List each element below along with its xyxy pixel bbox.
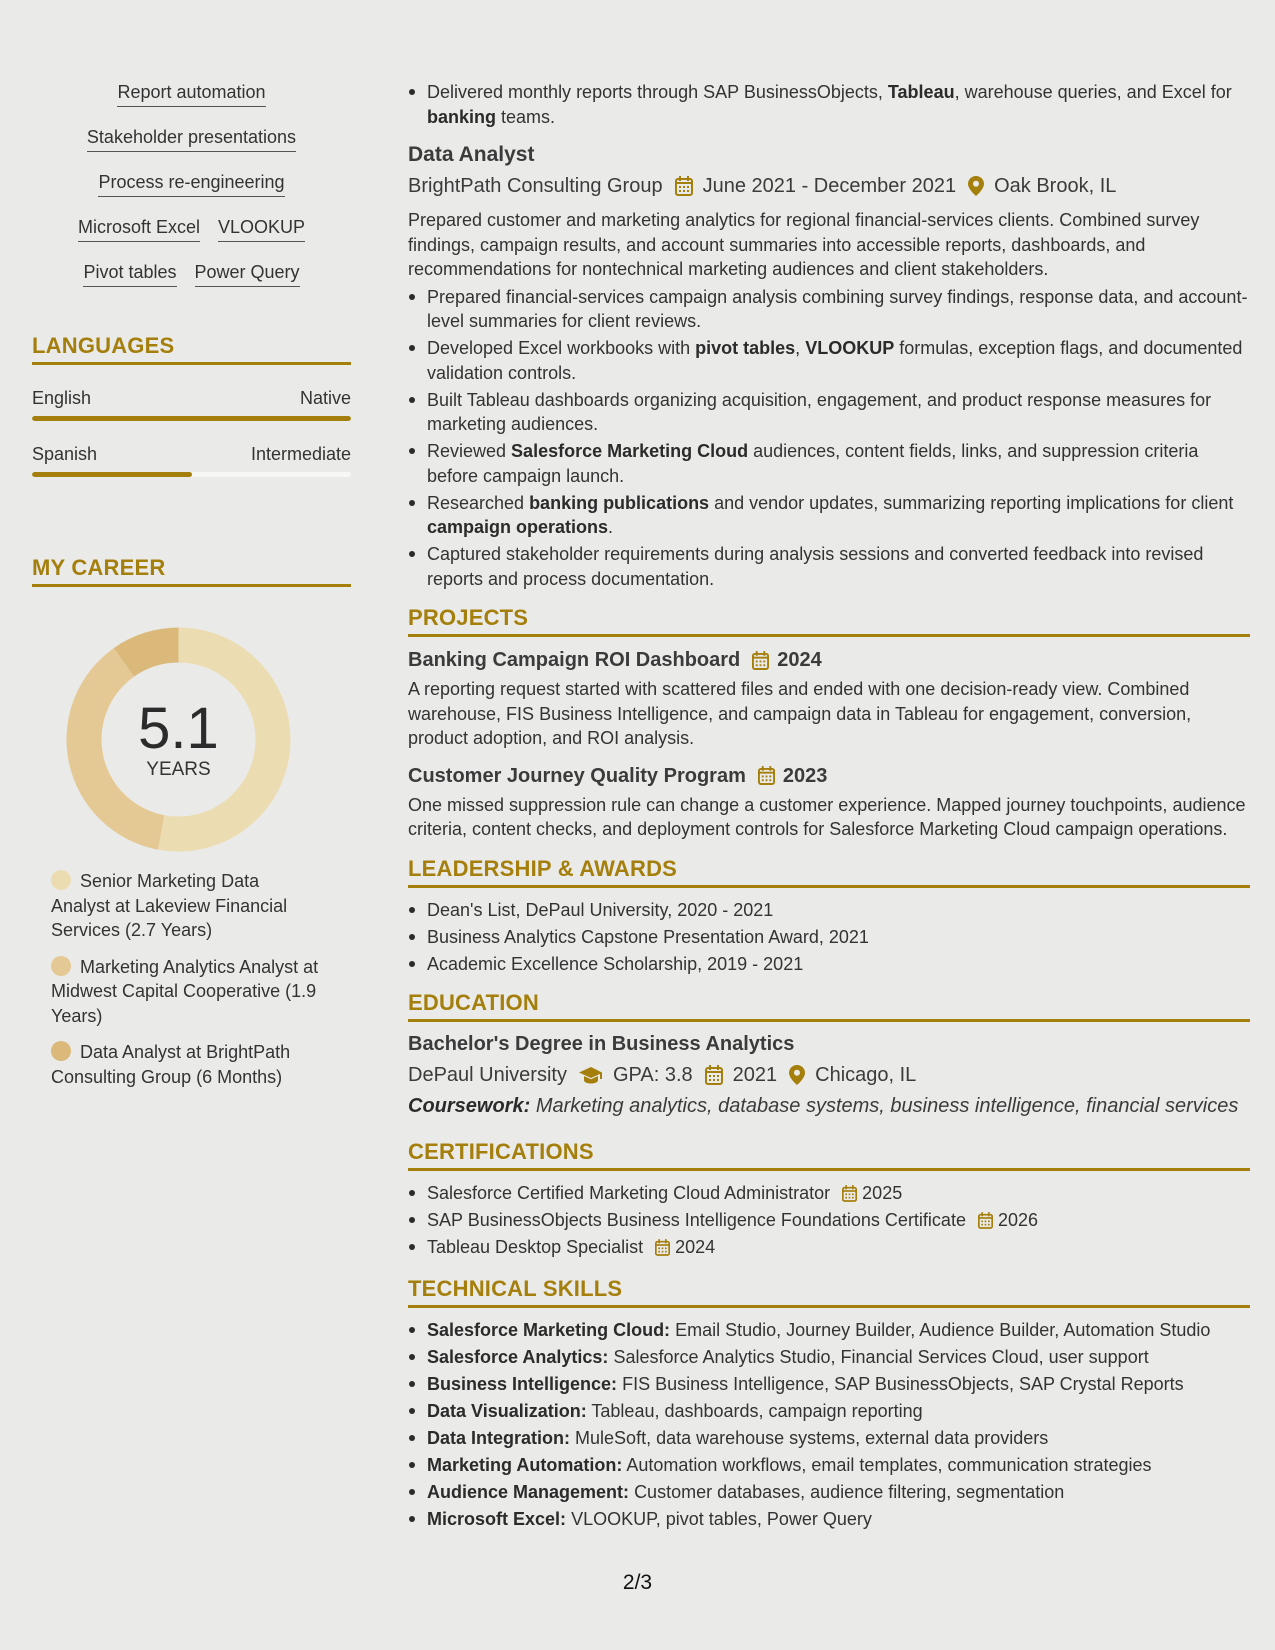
career-legend-label: Senior Marketing Data Analyst at Lakeview Financial Services (2.7 Years) xyxy=(51,871,288,940)
job-bullet: Reviewed Salesforce Marketing Cloud audiences, content fields, links, and suppression criteria before campaign launch. xyxy=(408,439,1250,488)
tag-row xyxy=(117,82,265,107)
language-proficiency-bar xyxy=(32,416,351,421)
skill-label: Business Intelligence: xyxy=(427,1373,618,1394)
language-item xyxy=(32,387,351,421)
award-item: Dean's List, DePaul University, 2020 - 2021 xyxy=(408,898,1250,923)
project-description: A reporting request started with scattered files and ended with one decision-ready view. Combined warehouse, FIS Business Intelligence, and campaign data in Tableau for engagement, conversion, product adoption, and ROI analysis. xyxy=(408,679,1192,748)
certifications-heading: CERTIFICATIONS xyxy=(408,1139,1250,1171)
career-total-years: 5.1 xyxy=(138,696,219,761)
tag-stakeholder-presentations: Stakeholder presentations xyxy=(87,127,296,152)
language-level: Intermediate xyxy=(250,444,351,464)
skill-value: Salesforce Analytics Studio, Financial Services Cloud, user support xyxy=(613,1346,1149,1367)
sidebar xyxy=(32,82,351,1101)
tag-vlookup: VLOOKUP xyxy=(218,217,305,242)
career-legend-item xyxy=(51,869,321,943)
skill-tags xyxy=(32,82,351,307)
skill-label: Microsoft Excel: xyxy=(427,1508,567,1529)
career-legend-item xyxy=(51,1040,321,1089)
legend-dot xyxy=(51,956,71,976)
skill-item xyxy=(408,1507,1250,1532)
career-legend-label: Data Analyst at BrightPath Consulting Group (6 Months) xyxy=(51,1042,291,1087)
certification-name: Salesforce Certified Marketing Cloud Administrator xyxy=(427,1183,831,1203)
skill-value: Tableau, dashboards, campaign reporting xyxy=(591,1400,923,1421)
job-bullet: Delivered monthly reports through SAP BusinessObjects, Tableau, warehouse queries, and Excel for banking teams. xyxy=(408,80,1250,129)
job-title: Data Analyst xyxy=(408,143,535,166)
certification-year: 2024 xyxy=(675,1237,716,1257)
language-proficiency-fill xyxy=(32,472,192,477)
tag-process-re-engineering: Process re-engineering xyxy=(98,172,284,197)
award-item: Business Analytics Capstone Presentation Award, 2021 xyxy=(408,925,1250,950)
certification-year: 2026 xyxy=(997,1210,1039,1230)
job-summary: Prepared customer and marketing analytics for regional financial-services clients. Combined survey findings, campaign results, and account summaries into accessible reports, dashboards, and recommendations for nontechnical marketing audiences and client stakeholders. xyxy=(408,210,1200,279)
skills-heading: TECHNICAL SKILLS xyxy=(408,1276,1250,1308)
skills-list xyxy=(408,1318,1250,1532)
job-bullets xyxy=(408,285,1250,592)
awards-list xyxy=(408,898,1250,977)
certification-name: SAP BusinessObjects Business Intelligence Foundations Certificate xyxy=(427,1210,966,1230)
education-meta xyxy=(408,1062,1250,1088)
legend-dot xyxy=(51,870,71,890)
tag-row xyxy=(87,127,296,152)
language-item xyxy=(32,443,351,477)
skill-label: Data Integration: xyxy=(427,1427,571,1448)
project-name: Customer Journey Quality Program xyxy=(408,764,746,787)
skill-item xyxy=(408,1318,1250,1343)
skills-section xyxy=(408,1276,1250,1532)
skill-item xyxy=(408,1453,1250,1478)
skill-item xyxy=(408,1345,1250,1370)
coursework xyxy=(408,1093,1250,1119)
language-name: English xyxy=(32,388,92,408)
language-proficiency-bar xyxy=(32,472,351,477)
career-donut xyxy=(32,627,351,857)
skill-label: Marketing Automation: xyxy=(427,1454,623,1475)
certification-item xyxy=(408,1208,1250,1233)
job-bullet: Captured stakeholder requirements during analysis sessions and converted feedback into revised reports and process documentation. xyxy=(408,542,1250,591)
tag-report-automation: Report automation xyxy=(117,82,265,107)
project-description: One missed suppression rule can change a customer experience. Mapped journey touchpoints, audience criteria, content checks, and deployment controls for Salesforce Marketing Cloud campaign operations. xyxy=(408,794,1246,839)
project-title xyxy=(408,763,1250,789)
job-meta xyxy=(408,173,1250,199)
education-section xyxy=(408,990,1250,1119)
graduation-cap-icon xyxy=(579,1066,603,1084)
certification-name: Tableau Desktop Specialist xyxy=(427,1237,644,1257)
education-gpa: GPA: 3.8 xyxy=(612,1064,693,1086)
skill-item xyxy=(408,1399,1250,1424)
tag-row xyxy=(83,262,299,287)
job-dates: June 2021 - December 2021 xyxy=(702,175,957,197)
degree-title: Bachelor's Degree in Business Analytics xyxy=(408,1033,795,1055)
skill-value: VLOOKUP, pivot tables, Power Query xyxy=(571,1508,872,1529)
language-name: Spanish xyxy=(32,444,98,464)
tag-power-query: Power Query xyxy=(195,262,300,287)
skill-label: Audience Management: xyxy=(427,1481,630,1502)
awards-heading: LEADERSHIP & AWARDS xyxy=(408,856,1250,888)
job-bullet: Prepared financial-services campaign analysis combining survey findings, response data, and account-level summaries for client reviews. xyxy=(408,285,1250,334)
skill-item xyxy=(408,1372,1250,1397)
calendar-icon xyxy=(705,1065,723,1085)
tag-microsoft-excel: Microsoft Excel xyxy=(78,217,200,242)
skill-label: Data Visualization: xyxy=(427,1400,587,1421)
location-pin-icon xyxy=(789,1065,805,1085)
tag-row xyxy=(98,172,284,197)
skill-value: Customer databases, audience filtering, segmentation xyxy=(634,1481,1065,1502)
calendar-icon xyxy=(842,1185,857,1202)
career-legend xyxy=(32,869,351,1089)
calendar-icon xyxy=(758,766,775,785)
job-bullet: Researched banking publications and vendor updates, summarizing reporting implications for client campaign operations. xyxy=(408,491,1250,540)
awards-section xyxy=(408,856,1250,977)
job-location: Oak Brook, IL xyxy=(994,175,1117,197)
language-proficiency-fill xyxy=(32,416,351,421)
projects-heading: PROJECTS xyxy=(408,605,1250,637)
skill-value: Automation workflows, email templates, communication strategies xyxy=(626,1454,1152,1475)
job-bullet: Built Tableau dashboards organizing acquisition, engagement, and product response measures for marketing audiences. xyxy=(408,388,1250,437)
calendar-icon xyxy=(675,176,693,196)
award-item: Academic Excellence Scholarship, 2019 - 2021 xyxy=(408,952,1250,977)
skill-item xyxy=(408,1480,1250,1505)
calendar-icon xyxy=(978,1212,993,1229)
job-company: BrightPath Consulting Group xyxy=(408,175,663,197)
education-heading: EDUCATION xyxy=(408,990,1250,1022)
legend-dot xyxy=(51,1041,71,1061)
education-year: 2021 xyxy=(732,1064,778,1086)
certification-item xyxy=(408,1235,1250,1260)
projects-section xyxy=(408,605,1250,842)
skill-value: Email Studio, Journey Builder, Audience Builder, Automation Studio xyxy=(675,1319,1211,1340)
skill-value: FIS Business Intelligence, SAP BusinessObjects, SAP Crystal Reports xyxy=(622,1373,1184,1394)
coursework-label: Coursework: xyxy=(408,1095,531,1117)
project-title xyxy=(408,647,1250,673)
certifications-section xyxy=(408,1139,1250,1260)
career-legend-item xyxy=(51,955,321,1029)
tag-pivot-tables: Pivot tables xyxy=(83,262,176,287)
job-bullet: Developed Excel workbooks with pivot tables, VLOOKUP formulas, exception flags, and documented validation controls. xyxy=(408,336,1250,385)
calendar-icon xyxy=(655,1239,670,1256)
skill-item xyxy=(408,1426,1250,1451)
languages-list xyxy=(32,387,351,477)
certification-year: 2025 xyxy=(862,1183,903,1203)
tag-row xyxy=(78,217,305,242)
career-total-unit: YEARS xyxy=(146,759,211,780)
skill-value: MuleSoft, data warehouse systems, external data providers xyxy=(575,1427,1049,1448)
location-pin-icon xyxy=(968,176,984,196)
main-content xyxy=(408,80,1250,1531)
certification-item xyxy=(408,1181,1250,1206)
career-legend-label: Marketing Analytics Analyst at Midwest Capital Cooperative (1.9 Years) xyxy=(51,956,319,1026)
career-heading: MY CAREER xyxy=(32,555,351,587)
previous-job-bullets xyxy=(408,80,1250,129)
skill-label: Salesforce Analytics: xyxy=(427,1346,609,1367)
certifications-list xyxy=(408,1181,1250,1260)
page-number: 2/3 xyxy=(622,1571,653,1594)
calendar-icon xyxy=(752,651,769,670)
project-name: Banking Campaign ROI Dashboard xyxy=(408,649,741,671)
languages-heading: LANGUAGES xyxy=(32,333,351,365)
language-level: Native xyxy=(299,388,351,408)
education-location: Chicago, IL xyxy=(815,1064,917,1086)
coursework-value: Marketing analytics, database systems, business intelligence, financial services xyxy=(535,1095,1239,1117)
project-year: 2023 xyxy=(782,764,828,787)
skill-label: Salesforce Marketing Cloud: xyxy=(427,1319,671,1340)
project-year: 2024 xyxy=(777,649,822,671)
school-name: DePaul University xyxy=(408,1064,567,1086)
